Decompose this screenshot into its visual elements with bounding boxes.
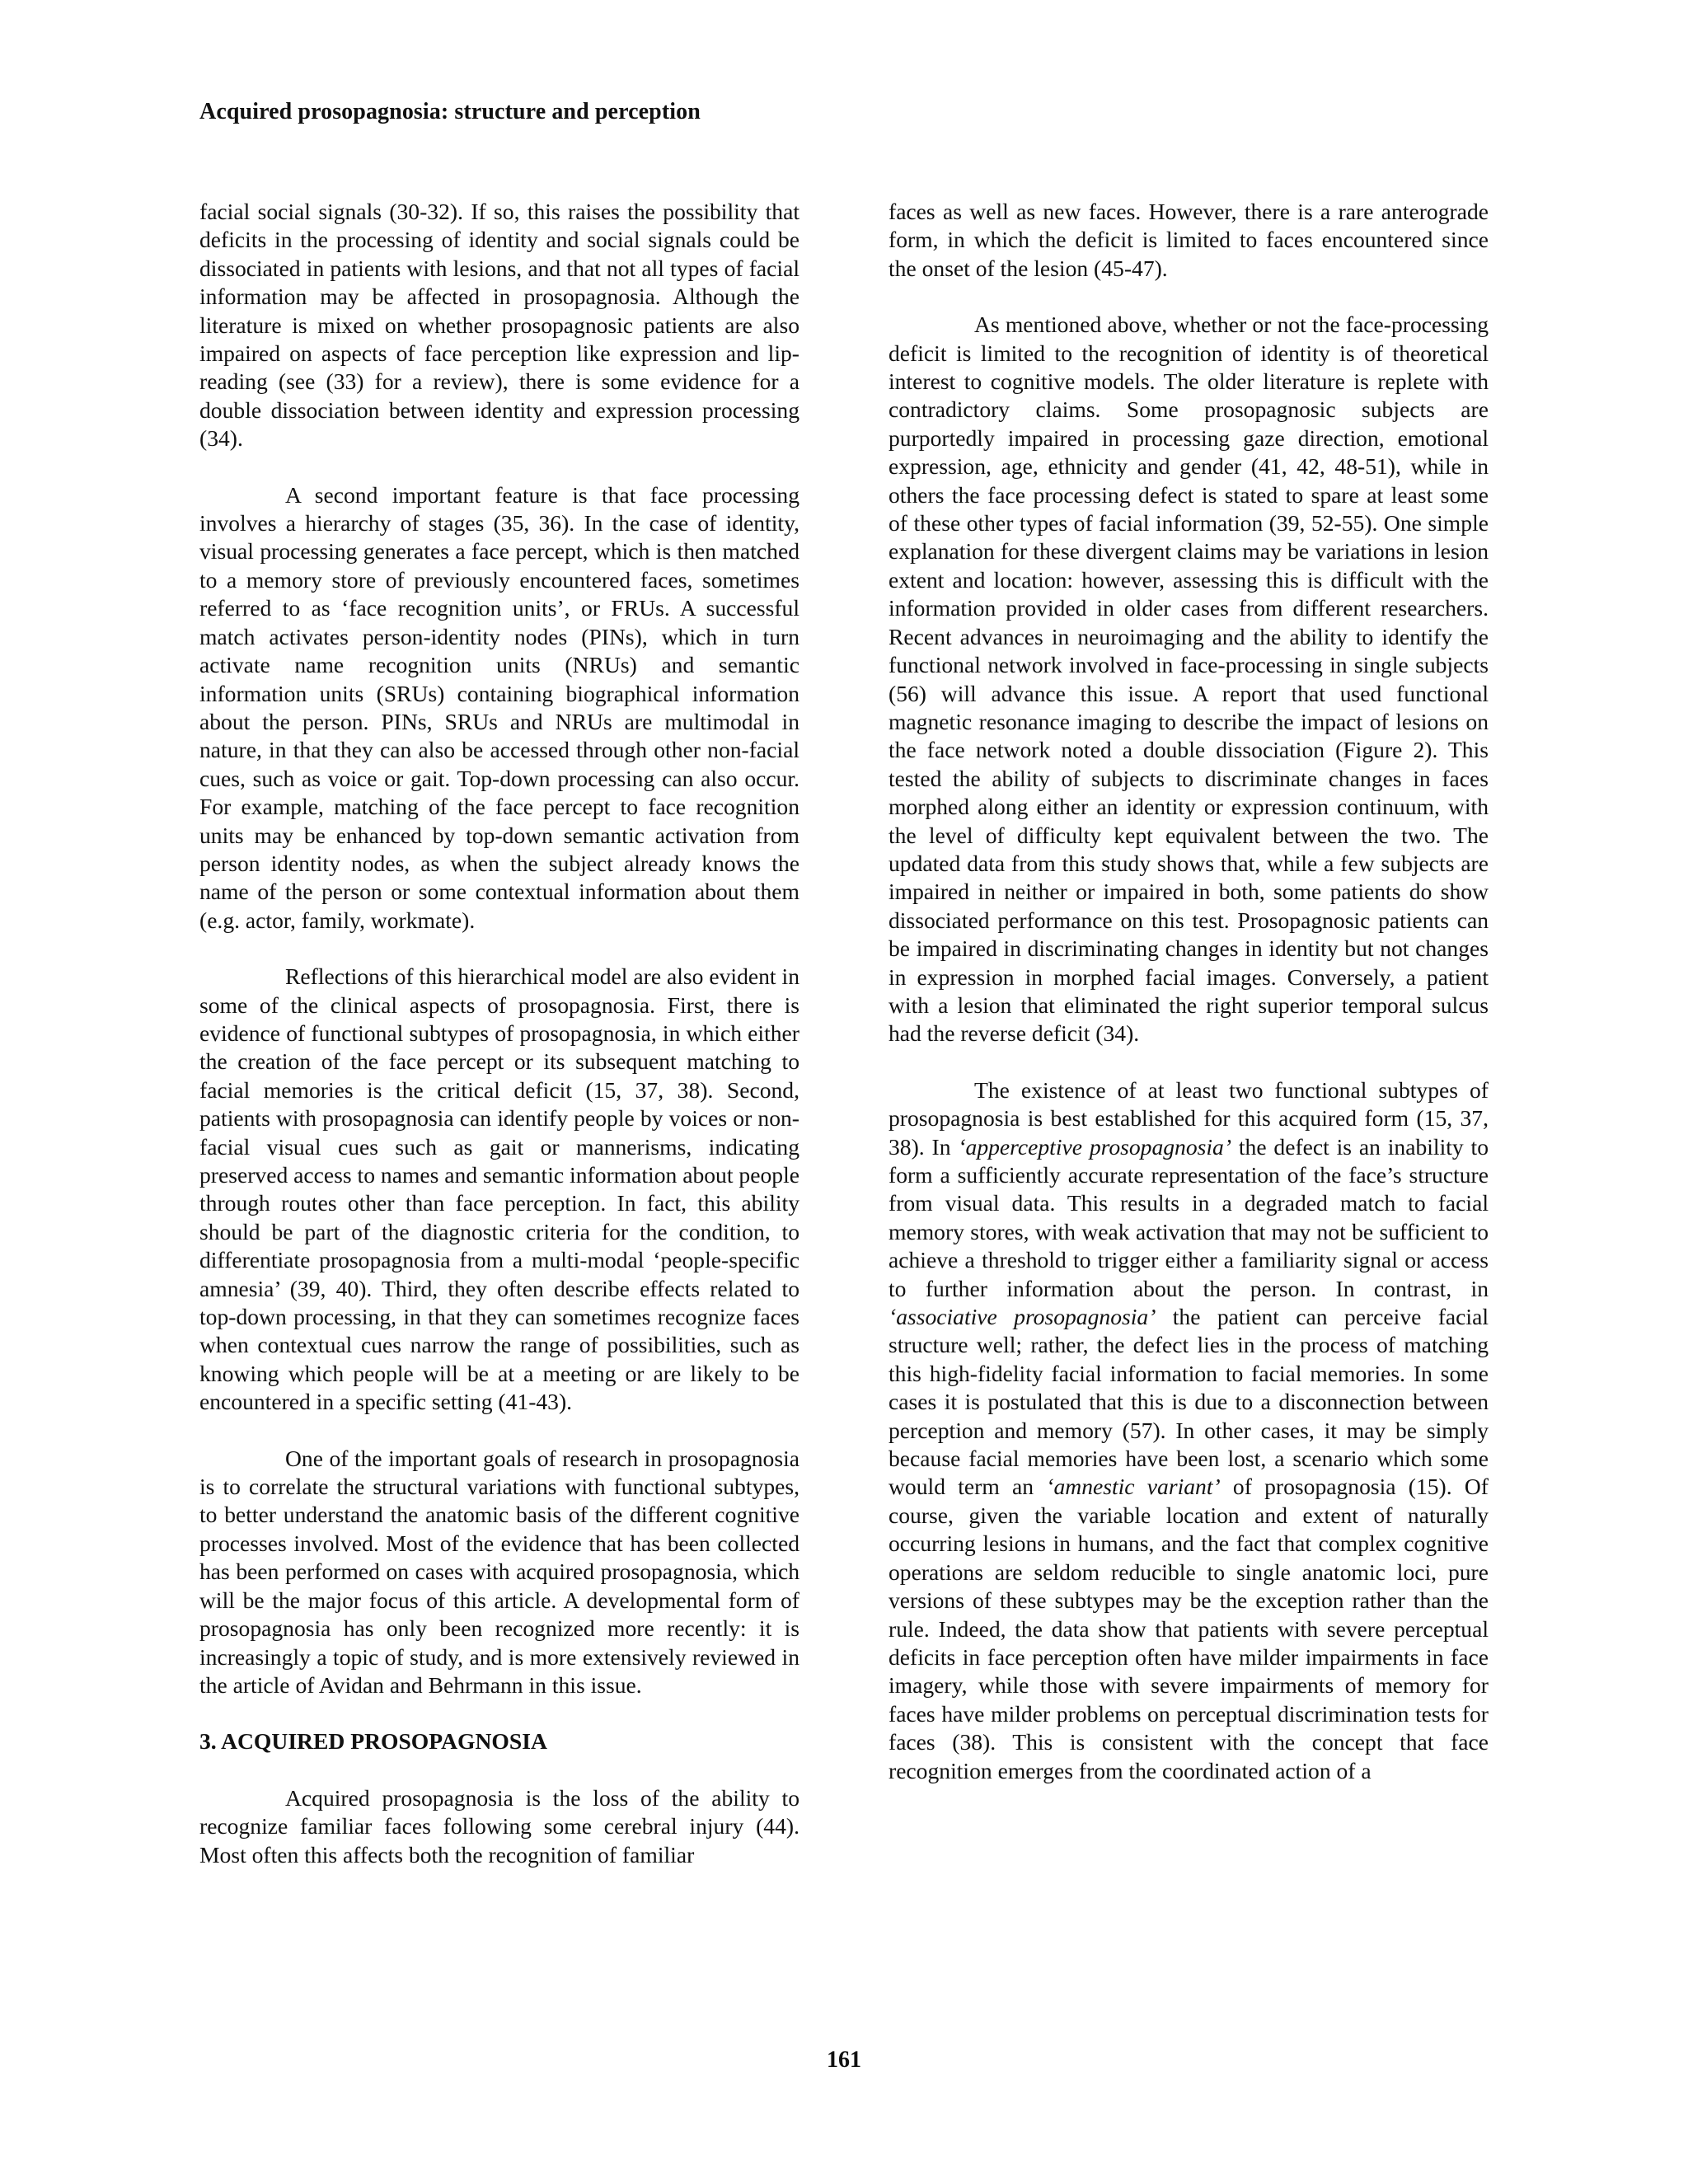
italic-term: ‘amnestic variant’ — [1046, 1474, 1221, 1500]
running-head: Acquired prosopagnosia: structure and perception — [199, 99, 701, 124]
left-column — [199, 198, 799, 1869]
paragraph: As mentioned above, whether or not the face-processing deficit is limited to the recognition of identity is of theoretical interest to cognitive models. The older literature is replete with contradictory claims. Some prosopagnosic subjects are purportedly impaired in processing gaze direction, emotional expression, age, ethnicity and gender (41, 42, 48-51), while in others the face processing defect is stated to spare at least some of these other types of facial information (39, 52-55). One simple explanation for these divergent claims may be variations in lesion extent and location: however, assessing this is difficult with the information provided in older cases from different researchers. Recent advances in neuroimaging and the ability to identify the functional network involved in face-processing in single subjects (56) will advance this issue. A report that used functional magnetic resonance imaging to describe the impact of lesions on the face network noted a double dissociation (Figure 2). This tested the ability of subjects to discriminate changes in faces morphed along either an identity or expression continuum, with the level of difficulty kept equivalent between the two. The updated data from this study shows that, while a few subjects are impaired in neither or impaired in both, some patients do show dissociated performance on this test. Prosopagnosic patients can be impaired in discriminating changes in identity but not changes in expression in morphed facial images. Conversely, a patient with a lesion that eliminated the right superior temporal sulcus had the reverse deficit (34). — [889, 312, 1489, 1047]
text-run: the patient can perceive facial structure well; rather, the defect lies in the process of matching this high-fidelity facial information to facial memories. In some cases it is postulated that this is due to a disconnection between perception and memory (57). In other cases, it may be simply because facial memories have been lost, a scenario which some would term an — [889, 1304, 1489, 1500]
italic-term: ‘associative prosopagnosia’ — [889, 1304, 1156, 1330]
right-column — [889, 198, 1489, 1785]
paragraph: One of the important goals of research in prosopagnosia is to correlate the structural variations with functional subtypes, to better understand the anatomic basis of the different cognitive processes involved. Most of the evidence that has been collected has been performed on cases with acquired prosopagnosia, which will be the major focus of this article. A developmental form of prosopagnosia has only been recognized more recently: it is increasingly a topic of study, and is more extensively reviewed in the article of Avidan and Behrmann in this issue. — [199, 1445, 799, 1698]
text-run: of prosopagnosia (15). Of course, given the variable location and extent of naturally occurring lesions in humans, and the fact that complex cognitive operations are seldom reducible to single anatomic loci, pure versions of these subtypes may be the exception rather than the rule. Indeed, the data show that patients with severe perceptual deficits in face perception often have milder impairments in face imagery, while those with severe impairments of memory for faces have milder problems on perceptual discrimination tests for faces (38). This is consistent with the concept that face recognition emerges from the coordinated action of a — [889, 1474, 1489, 1783]
text-run: the defect is an inability to form a sufficiently accurate representation of the face’s structure from visual data. This results in a degraded match to facial memory stores, with weak activation that may not be sufficient to achieve a threshold to trigger either a familiarity signal or access to further information about the person. In contrast, in — [889, 1133, 1489, 1301]
paragraph: facial social signals (30-32). If so, this raises the possibility that deficits in the processing of identity and social signals could be dissociated in patients with lesions, and that not all types of facial information may be affected in prosopagnosia. Although the literature is mixed on whether prosopagnosic patients are also impaired on aspects of face perception like expression and lip-reading (see (33) for a review), there is some evidence for a double dissociation between identity and expression processing (34). — [199, 199, 799, 452]
page-number: 161 — [827, 2047, 861, 2073]
paragraph: Acquired prosopagnosia is the loss of the ability to recognize familiar faces following some cerebral injury (44). Most often this affects both the recognition of familiar — [199, 1784, 799, 1868]
paragraph: A second important feature is that face processing involves a hierarchy of stages (35, 36). In the case of identity, visual processing generates a face percept, which is then matched to a memory store of previously encountered faces, sometimes referred to as ‘face recognition units’, or FRUs. A successful match activates person-identity nodes (PINs), which in turn activate name recognition units (NRUs) and semantic information units (SRUs) containing biographical information about the person. PINs, SRUs and NRUs are multimodal in nature, in that they can also be accessed through other non-facial cues, such as voice or gait. Top-down processing can also occur. For example, matching of the face percept to face recognition units may be enhanced by top-down semantic activation from person identity nodes, as when the subject already knows the name of the person or some contextual information about them (e.g. actor, family, workmate). — [199, 481, 799, 933]
text-run: The existence of at least two functional subtypes of prosopagnosia is best established for this acquired form (15, 37, 38). In — [889, 1076, 1489, 1160]
section-heading: 3. ACQUIRED PROSOPAGNOSIA — [199, 1728, 547, 1755]
paragraph: faces as well as new faces. However, there is a rare anterograde form, in which the deficit is limited to faces encountered since the onset of the lesion (45-47). — [889, 199, 1489, 281]
paragraph: Reflections of this hierarchical model are also evident in some of the clinical aspects of prosopagnosia. First, there is evidence of functional subtypes of prosopagnosia, in which either the creation of the face percept or its subsequent matching to facial memories is the critical deficit (15, 37, 38). Second, patients with prosopagnosia can identify people by voices or non-facial visual cues such as gait or mannerisms, indicating preserved access to names and semantic information about people through routes other than face perception. In fact, this ability should be part of the diagnostic criteria for the condition, to differentiate prosopagnosia from a multi-modal ‘people-specific amnesia’ (39, 40). Third, they often describe effects related to top-down processing, in that they can sometimes recognize faces when contextual cues narrow the range of possibilities, such as knowing which people will be at a meeting or are likely to be encountered in a specific setting (41-43). — [199, 963, 799, 1415]
italic-term: ‘apperceptive prosopagnosia’ — [958, 1133, 1232, 1160]
paragraph — [889, 1076, 1489, 1785]
